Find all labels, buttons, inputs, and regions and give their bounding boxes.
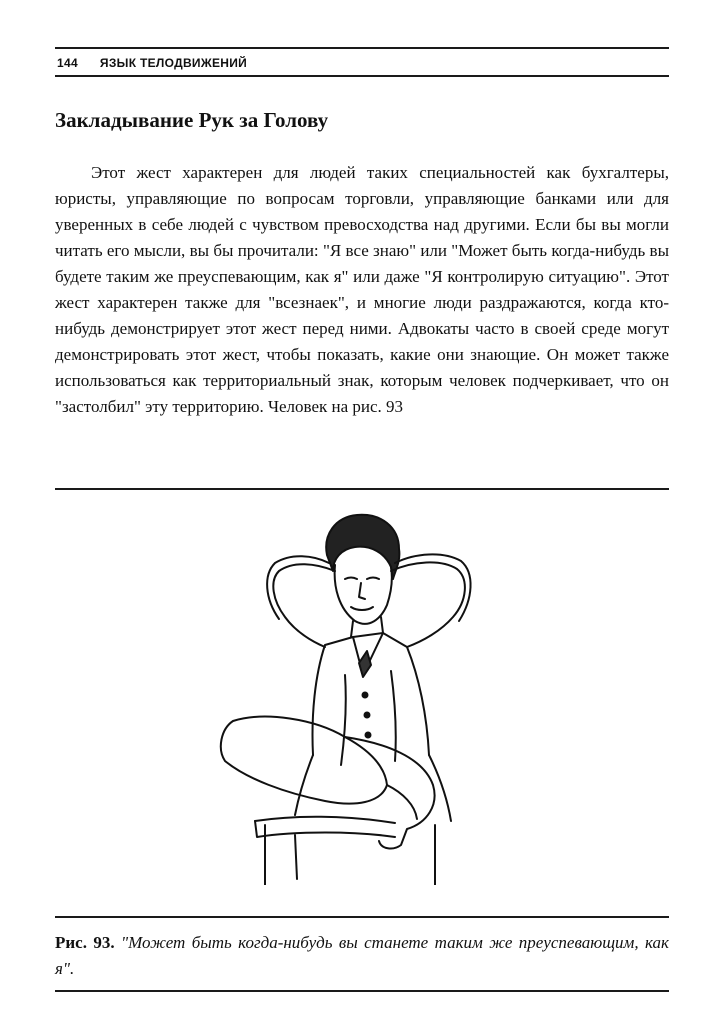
chair [255, 817, 435, 885]
running-header [57, 56, 247, 70]
page-number: 144 [57, 56, 78, 70]
left-arm [273, 564, 335, 647]
running-title: ЯЗЫК ТЕЛОДВИЖЕНИЙ [99, 56, 248, 70]
page-bottom-rule [55, 990, 669, 992]
figure-caption [55, 930, 669, 982]
caption-label: Рис. 93. [55, 933, 115, 952]
caption-text: "Может быть когда-нибудь вы станете таким же преуспевающим, как я". [55, 933, 670, 978]
header-bottom-rule [55, 75, 669, 77]
figure-top-rule [55, 488, 669, 490]
face [335, 565, 392, 624]
body-text [55, 160, 669, 420]
header-top-rule [55, 47, 669, 49]
section-title: Закладывание Рук за Голову [55, 108, 329, 132]
crossed-legs [221, 717, 387, 804]
right-arm [391, 562, 465, 647]
hair [326, 515, 399, 579]
figure-illustration [195, 505, 495, 885]
body-paragraph: Этот жест характерен для людей таких специальностей как бухгалтеры, юристы, управляющие по вопросам торговли, управляющие банками или для уверенных в себе людей с чувством превосходства над другими. Если бы вы могли читать его мысли, вы бы прочитали: "Я все знаю" или "Может быть когда-нибудь вы будете таким же преуспевающим, как я" или даже "Я контролирую ситуацию". Этот жест характерен также для "всезнаек", и многие люди раздражаются, когда кто-нибудь демонстрирует этот жест перед ними. Адвокаты часто в своей среде могут демонстрировать этот жест, чтобы показать, какие они знающие. Он может также использоваться как территориальный знак, которым человек подчеркивает, что он "застолбил" эту территорию. Человек на рис. 93 [55, 163, 669, 416]
caption-top-rule [55, 916, 669, 918]
